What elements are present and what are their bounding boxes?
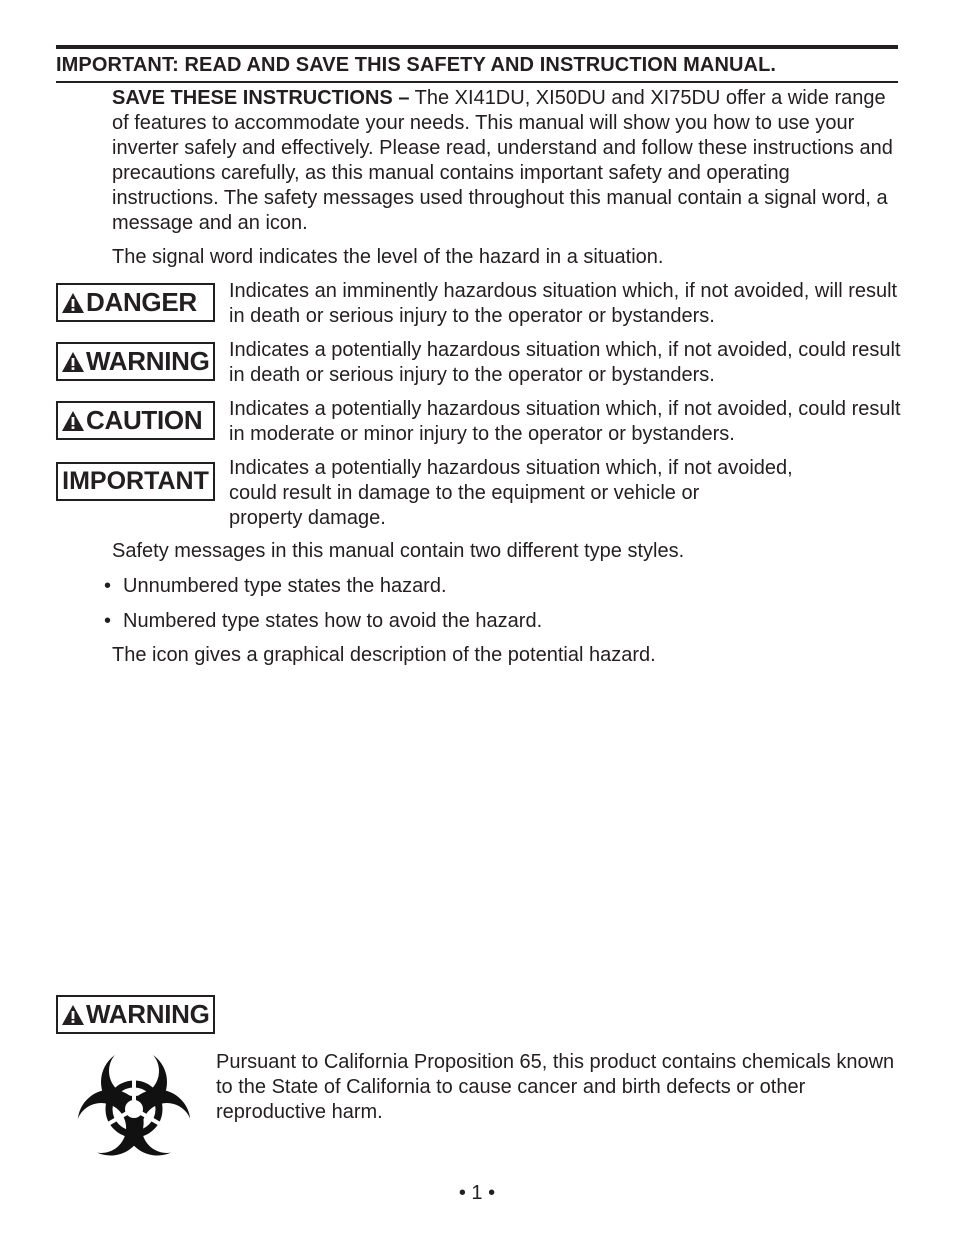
important-signal-box	[56, 462, 215, 501]
intro-text: The XI41DU, XI50DU and XI75DU offer a wide range of features to accommodate your needs. This manual will show you how to use your inverter safely and effectively. Please read, understand and follow these instructions and precautions carefully, as this manual contains important safety and operating instructions. The safety messages used throughout this manual contain a signal word, a message and an icon.	[112, 87, 893, 234]
danger-signal-box	[56, 283, 215, 322]
prop65-warning-label: WARNING	[86, 999, 210, 1029]
important-description-line: Indicates a potentially hazardous situation which, if not avoided,	[229, 457, 793, 479]
danger-description: Indicates an imminently hazardous situation which, if not avoided, will result in death or serious injury to the operator or bystanders.	[229, 280, 898, 327]
intro-lead: SAVE THESE INSTRUCTIONS –	[112, 87, 410, 109]
type-styles-intro: Safety messages in this manual contain two different type styles.	[112, 540, 685, 562]
intro-paragraph	[112, 86, 902, 236]
biohazard-icon	[64, 1043, 204, 1175]
caution-signal-box	[56, 401, 215, 440]
warning-triangle-icon	[61, 410, 85, 432]
warning-triangle-icon	[61, 351, 85, 373]
warning-triangle-icon	[61, 292, 85, 314]
prop65-warning-box	[56, 995, 215, 1034]
bullet-text: Numbered type states how to avoid the hazard.	[123, 610, 543, 632]
list-item	[104, 609, 542, 634]
warning-description: Indicates a potentially hazardous situation which, if not avoided, could result in death or serious injury to the operator or bystanders.	[229, 339, 901, 386]
warning-triangle-icon	[61, 1004, 85, 1026]
warning-label: WARNING	[86, 346, 210, 376]
prop65-text: Pursuant to California Proposition 65, this product contains chemicals known to the State of California to cause cancer and birth defects or other reproductive harm.	[216, 1051, 895, 1123]
icon-note: The icon gives a graphical description of the potential hazard.	[112, 644, 656, 666]
list-item	[104, 574, 447, 599]
danger-label: DANGER	[86, 287, 197, 317]
bullet-marker: •	[104, 575, 112, 597]
bullet-text: Unnumbered type states the hazard.	[123, 575, 447, 597]
important-label: IMPORTANT	[62, 467, 209, 495]
important-description-line: could result in damage to the equipment or vehicle or	[229, 482, 700, 504]
header-rule-bottom	[56, 81, 898, 83]
warning-signal-box	[56, 342, 215, 381]
caution-label: CAUTION	[86, 405, 203, 435]
page-title: IMPORTANT: READ AND SAVE THIS SAFETY AND INSTRUCTION MANUAL.	[56, 54, 777, 76]
important-description	[229, 456, 909, 531]
important-description-line: property damage.	[229, 507, 386, 529]
signal-word-note: The signal word indicates the level of the hazard in a situation.	[112, 246, 664, 268]
header-rule-top	[56, 45, 898, 49]
caution-description: Indicates a potentially hazardous situation which, if not avoided, could result in moderate or minor injury to the operator or bystanders.	[229, 398, 901, 445]
bullet-marker: •	[104, 610, 112, 632]
page-number: • 1 •	[458, 1182, 496, 1204]
